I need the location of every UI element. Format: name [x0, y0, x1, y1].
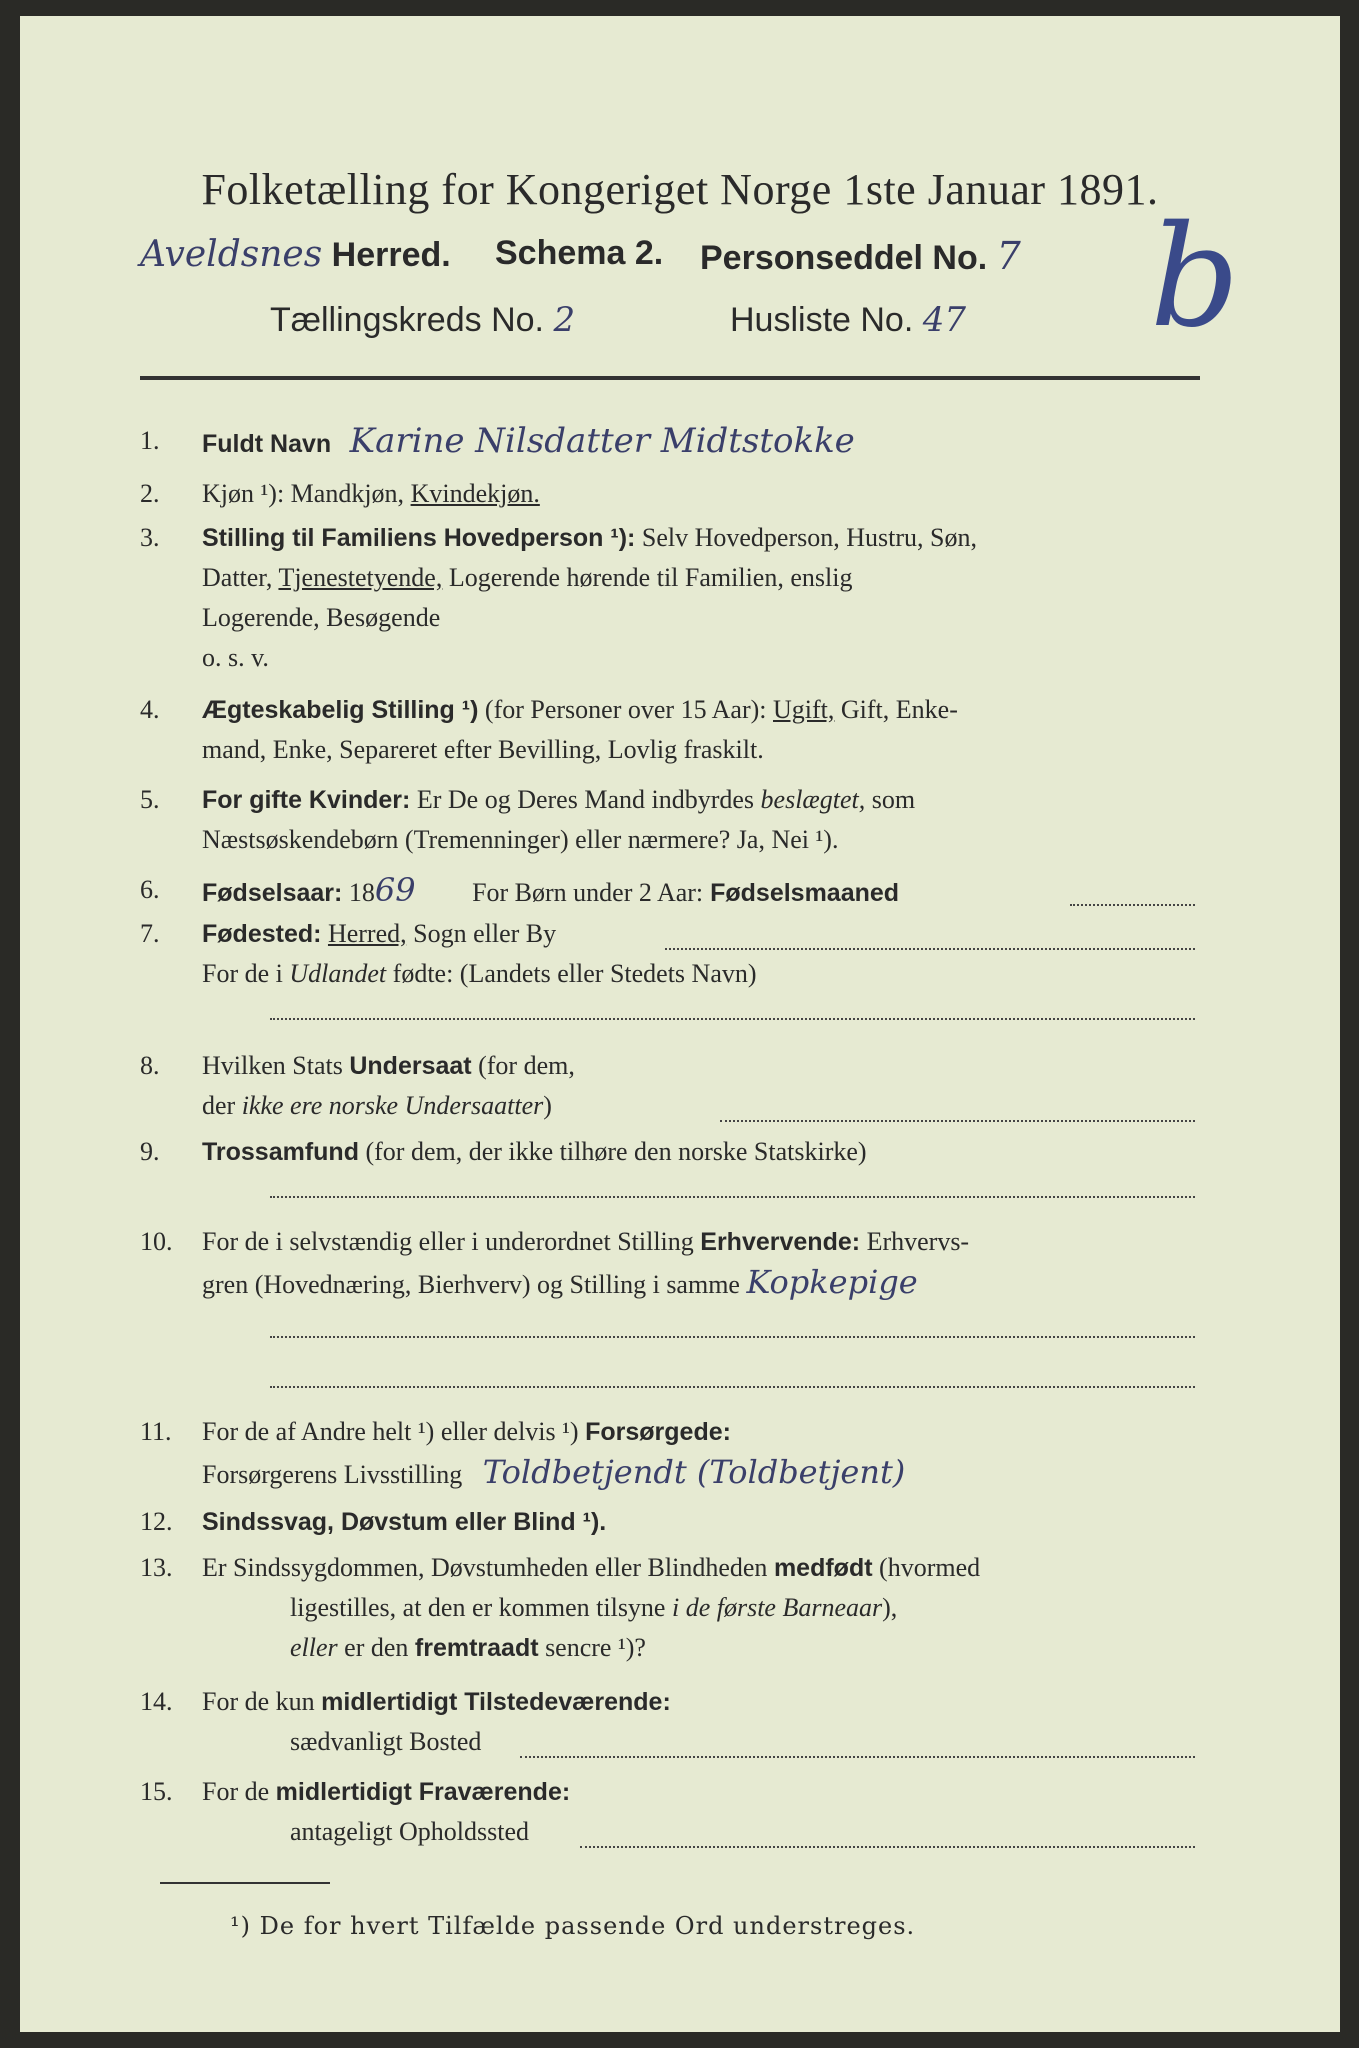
field-number: 2.: [140, 479, 160, 508]
field-label: midlertidigt Fraværende:: [275, 1778, 571, 1806]
dotted-line: [580, 1816, 1195, 1848]
form-title: Folketælling for Kongeriget Norge 1ste Januar 1891.: [201, 165, 1159, 214]
husliste-no: 47: [922, 300, 966, 340]
footnote: ¹) De for hvert Tilfælde passende Ord understreges.: [230, 1912, 916, 1940]
field-text: Forsørgerens Livsstilling: [202, 1460, 463, 1489]
field-text: er den: [337, 1633, 415, 1662]
field-text: ikke ere norske Undersaatter: [241, 1091, 544, 1120]
field-number: 9.: [140, 1137, 160, 1166]
field-text: For de: [202, 1777, 276, 1806]
field-text: Erhvervs-: [860, 1227, 970, 1256]
field-label: Fødselsaar:: [202, 879, 343, 907]
field-label: Erhvervende:: [700, 1228, 861, 1256]
field-text: beslægtet,: [760, 785, 866, 814]
field-text: ),: [882, 1593, 898, 1622]
field-label: Fødselsmaaned: [703, 879, 900, 907]
field-text: Hvilken Stats: [202, 1051, 350, 1080]
field-number: 12.: [140, 1507, 173, 1536]
occupation-value: Kopkepige: [746, 1263, 918, 1301]
selected-option: Kvindekjøn.: [410, 479, 540, 508]
field-text: For de i selvstændig eller i underordnet Stilling: [202, 1227, 701, 1256]
field-number: 4.: [140, 695, 160, 724]
dotted-line: [270, 1356, 1195, 1388]
field-text: Er Sindssygdommen, Døvstumheden eller Blindheden: [202, 1553, 774, 1582]
field-text: Datter,: [202, 563, 279, 592]
field-text: Udlandet: [289, 959, 387, 988]
field-number: 1.: [140, 426, 160, 455]
personseddel-no: 7: [996, 234, 1021, 278]
field-label: fremtraadt: [414, 1634, 539, 1662]
field-text: eller: [290, 1633, 338, 1662]
field-text: mand, Enke, Separeret efter Bevilling, Lovlig fraskilt.: [202, 735, 764, 764]
field-label: Forsørgede:: [585, 1418, 731, 1446]
provider-occupation-value: Toldbetjendt (Toldbetjent): [482, 1453, 906, 1491]
field-label: Stilling til Familiens Hovedperson ¹):: [202, 524, 636, 552]
field-text: antageligt Opholdssted: [290, 1817, 530, 1846]
husliste-line: [730, 300, 966, 340]
field-text: Selv Hovedperson, Hustru, Søn,: [635, 523, 977, 552]
herred-label: Herred.: [331, 236, 451, 274]
field-text: som: [865, 785, 916, 814]
field-text: Gift, Enke-: [834, 695, 958, 724]
field-number: 11.: [140, 1417, 172, 1446]
dotted-line: [270, 1166, 1195, 1198]
herred-line: [140, 234, 451, 275]
field-text: For de af Andre helt ¹) eller delvis ¹): [202, 1417, 586, 1446]
field-number: 13.: [140, 1553, 173, 1582]
dotted-line: [1070, 874, 1195, 906]
field-number: 7.: [140, 919, 160, 948]
field-number: 3.: [140, 523, 160, 552]
field-text: gren (Hovednæring, Bierhverv) og Stilling i samme: [202, 1270, 740, 1299]
kreds-label: Tællingskreds No.: [270, 301, 544, 339]
dotted-line: [520, 1726, 1195, 1758]
field-text: For de i: [202, 959, 290, 988]
personseddel-label: Personseddel No.: [700, 239, 988, 277]
field-text: ): [543, 1091, 552, 1120]
field-text: Logerende, Besøgende: [202, 603, 441, 632]
husliste-label: Husliste No.: [730, 301, 914, 339]
field-text: Sogn eller By: [406, 919, 557, 948]
footnote-rule: [160, 1882, 330, 1884]
dotted-line: [720, 1090, 1195, 1122]
field-number: 15.: [140, 1777, 173, 1806]
field-text: Er De og Deres Mand indbyrdes: [410, 785, 761, 814]
kreds-no: 2: [553, 300, 576, 340]
field-text: For de kun: [202, 1687, 322, 1716]
field-text: (hvormed: [872, 1553, 981, 1582]
field-text: (for Personer over 15 Aar):: [478, 695, 773, 724]
field-text: ligestilles, at den er kommen tilsyne: [290, 1593, 672, 1622]
field-text: 18: [342, 878, 375, 907]
field-text: sædvanligt Bosted: [290, 1727, 482, 1756]
field-text: (for dem,: [471, 1051, 575, 1080]
selected-option: Ugift,: [773, 695, 835, 724]
field-label: For gifte Kvinder:: [202, 786, 411, 814]
field-label: Ægteskabelig Stilling ¹): [202, 696, 479, 724]
schema-label: Schema 2.: [495, 234, 664, 272]
herred-value: Aveldsnes: [140, 234, 323, 275]
selected-option: Herred,: [327, 919, 407, 948]
field-text: fødte: (Landets eller Stedets Navn): [386, 959, 757, 988]
dotted-line: [270, 988, 1195, 1020]
full-name-value: Karine Nilsdatter Midtstokke: [349, 421, 855, 461]
field-text: Logerende hørende til Familien, enslig: [442, 563, 853, 592]
field-label: midlertidigt Tilstedeværende:: [321, 1688, 671, 1716]
field-label: Trossamfund: [202, 1138, 359, 1166]
corner-mark: b: [1150, 196, 1240, 359]
field-number: 6.: [140, 875, 160, 904]
field-text: For Børn under 2 Aar:: [472, 878, 704, 907]
field-text: der: [202, 1091, 242, 1120]
field-label: Undersaat: [349, 1052, 472, 1080]
personseddel-line: [700, 234, 1021, 278]
kreds-line: [270, 300, 575, 340]
dotted-line: [270, 1306, 1195, 1338]
field-label: Sindssvag, Døvstum eller Blind ¹).: [202, 1508, 607, 1536]
field-text: (for dem, der ikke tilhøre den norske Statskirke): [358, 1137, 867, 1166]
field-number: 10.: [140, 1227, 173, 1256]
field-number: 8.: [140, 1051, 160, 1080]
field-label: Fødested:: [202, 920, 322, 948]
birth-year-value: 69: [374, 871, 416, 909]
field-text: Kjøn ¹): Mandkjøn,: [202, 479, 411, 508]
dotted-line: [665, 918, 1195, 950]
census-form-page: [20, 16, 1340, 2032]
selected-option: Tjenestetyende,: [278, 563, 443, 592]
field-label: Fuldt Navn: [202, 430, 332, 458]
field-label: medfødt: [773, 1554, 873, 1582]
field-number: 5.: [140, 785, 160, 814]
field-text: Næstsøskendebørn (Tremenninger) eller nærmere? Ja, Nei ¹).: [202, 825, 839, 854]
header-rule: [140, 376, 1200, 380]
field-text: i de første Barneaar: [671, 1593, 883, 1622]
field-text: sencre ¹)?: [538, 1633, 646, 1662]
field-text: o. s. v.: [202, 643, 269, 672]
field-number: 14.: [140, 1687, 173, 1716]
